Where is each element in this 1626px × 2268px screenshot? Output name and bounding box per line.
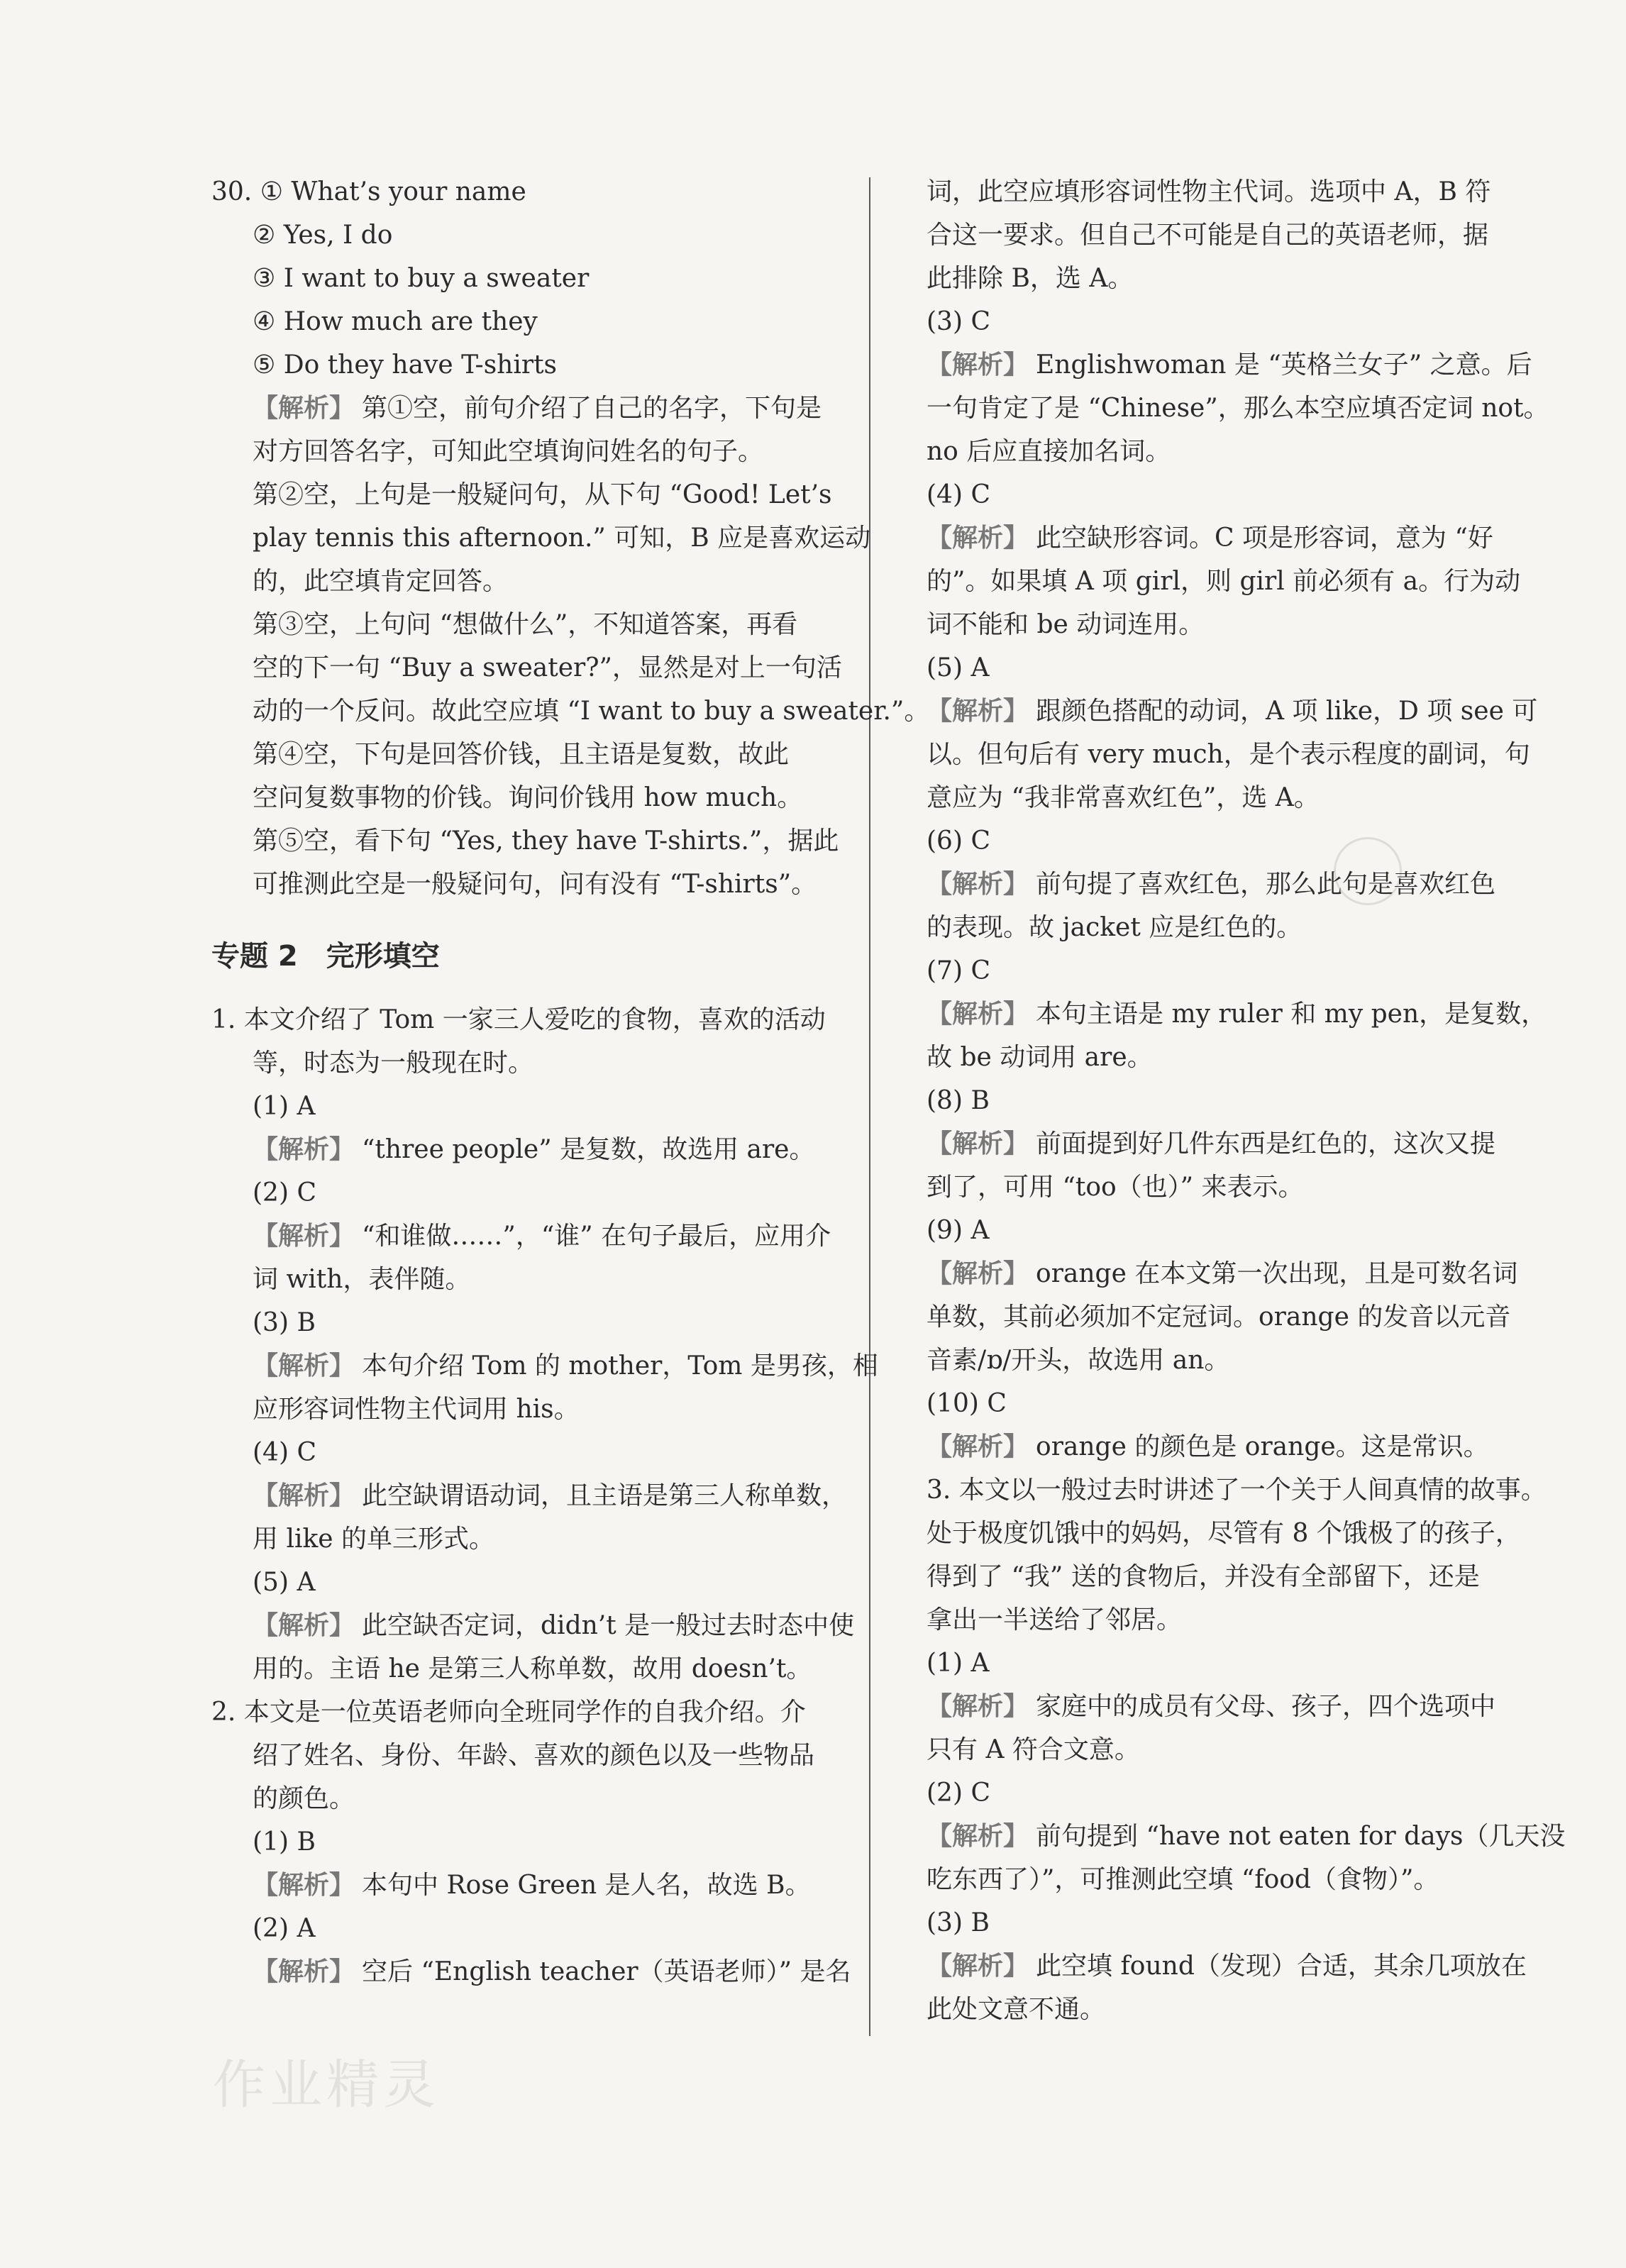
line-text: 单数，其前必须加不定冠词。orange 的发音以元音 <box>927 1302 1511 1332</box>
line-text: 用的。主语 he 是第三人称单数，故用 doesn’t。 <box>253 1654 812 1683</box>
text-line <box>211 1777 836 1820</box>
line-text: 音素/ɒ/开头，故选用 an。 <box>927 1346 1230 1375</box>
text-line <box>211 998 836 1041</box>
analysis-tag: 【解析】 <box>927 870 1029 899</box>
analysis-tag: 【解析】 <box>253 1135 355 1164</box>
line-text: 第②空，上句是一般疑问句，从下句 “Good! Let’s <box>253 480 832 509</box>
line-text: 空后 “English teacher（英语老师）” 是名 <box>362 1957 851 1986</box>
text-line <box>211 1691 836 1734</box>
line-text: 绍了姓名、身份、年龄、喜欢的颜色以及一些物品 <box>253 1741 815 1770</box>
line-text: 第④空，下句是回答价钱，且主语是复数，故此 <box>253 740 790 769</box>
text-line <box>211 690 930 733</box>
line-text: 等，时态为一般现在时。 <box>253 1049 534 1078</box>
line-text: 吃东西了）”，可推测此空填 “food（食物）”。 <box>927 1865 1439 1894</box>
text-line <box>927 257 1537 300</box>
text-line <box>211 646 842 690</box>
text-line <box>211 863 836 906</box>
analysis-tag: 【解析】 <box>927 1129 1029 1158</box>
text-line <box>211 603 836 646</box>
line-text: 的，此空填肯定回答。 <box>253 567 509 596</box>
analysis-tag: 【解析】 <box>253 1611 355 1640</box>
line-text: (3) B <box>253 1308 316 1337</box>
line-text: (9) A <box>927 1216 990 1245</box>
analysis-tag: 【解析】 <box>253 1871 355 1900</box>
line-text: orange 的颜色是 orange。这是常识。 <box>1036 1432 1489 1461</box>
line-text: 用 like 的单三形式。 <box>253 1525 495 1554</box>
line-text: 一句肯定了是 “Chinese”，那么本空应填否定词 not。 <box>927 394 1549 423</box>
analysis-tag: 【解析】 <box>927 1692 1029 1721</box>
line-text: (4) C <box>927 480 990 509</box>
text-line <box>927 1771 1537 1815</box>
analysis-tag: 【解析】 <box>927 1259 1029 1288</box>
line-text: play tennis this afternoon.” 可知，B 应是喜欢运动 <box>253 524 871 553</box>
line-text: 前句提到 “have not eaten for days（几天没 <box>1036 1822 1566 1851</box>
analysis-tag: 【解析】 <box>927 1432 1029 1461</box>
line-text: 得到了 “我” 送的食物后，并没有全部留下，还是 <box>927 1562 1480 1591</box>
text-line <box>927 1512 1537 1555</box>
text-line <box>927 1295 1537 1339</box>
text-line <box>927 1079 1537 1122</box>
right-column <box>927 170 1566 2031</box>
text-line <box>211 733 836 776</box>
text-line <box>927 1425 1537 1468</box>
text-line <box>211 1561 836 1604</box>
text-line <box>927 819 1537 863</box>
line-text: ④ How much are they <box>253 307 538 336</box>
line-text: Englishwoman 是 “英格兰女子” 之意。后 <box>1036 350 1532 380</box>
line-text: (5) A <box>927 653 990 682</box>
line-text: 前面提到好几件东西是红色的，这次又提 <box>1036 1129 1496 1158</box>
line-text: ⑤ Do they have T-shirts <box>253 350 558 380</box>
watermark: 作业精灵 <box>213 2054 440 2115</box>
line-text: 的颜色。 <box>253 1784 355 1813</box>
line-text: 可推测此空是一般疑问句，问有没有 “T-shirts”。 <box>253 870 817 899</box>
line-text: 词不能和 be 动词连用。 <box>927 610 1205 639</box>
line-text: 第①空，前句介绍了自己的名字，下句是 <box>362 394 822 423</box>
text-line <box>927 1685 1537 1728</box>
text-line <box>211 214 836 257</box>
line-text: 此空缺否定词，didn’t 是一般过去时态中使 <box>362 1611 855 1640</box>
line-text: (6) C <box>927 826 990 856</box>
line-text: 家庭中的成员有父母、孩子，四个选项中 <box>1036 1692 1496 1721</box>
line-text: 以。但句后有 very much，是个表示程度的副词，句 <box>927 740 1530 769</box>
analysis-tag: 【解析】 <box>927 1952 1029 1981</box>
text-line <box>211 1734 836 1777</box>
line-text: 词 with，表伴随。 <box>253 1265 471 1294</box>
analysis-tag: 【解析】 <box>253 1957 355 1986</box>
line-text: 的”。如果填 A 项 girl，则 girl 前必须有 a。行为动 <box>927 567 1521 596</box>
analysis-tag: 【解析】 <box>253 1481 355 1510</box>
line-text: 本句主语是 my ruler 和 my pen，是复数， <box>1036 1000 1547 1029</box>
text-line <box>211 1950 851 1993</box>
line-text: (7) C <box>927 956 990 985</box>
line-text: 对方回答名字，可知此空填询问姓名的句子。 <box>253 437 764 466</box>
line-text: (10) C <box>927 1389 1007 1418</box>
line-text: (8) B <box>927 1086 990 1115</box>
text-line <box>927 387 1549 430</box>
text-line <box>927 214 1537 257</box>
text-line <box>927 516 1537 560</box>
line-text: 处于极度饥饿中的妈妈，尽管有 8 个饿极了的孩子， <box>927 1519 1521 1548</box>
line-text: 意应为 “我非常喜欢红色”，选 A。 <box>927 783 1320 812</box>
text-line <box>211 1258 836 1301</box>
line-text: 2. 本文是一位英语老师向全班同学作的自我介绍。介 <box>211 1698 806 1727</box>
line-text: ③ I want to buy a sweater <box>253 264 590 293</box>
line-text: 空问复数事物的价钱。询问价钱用 how much。 <box>253 783 803 812</box>
text-line <box>211 560 836 603</box>
text-line <box>211 1907 836 1950</box>
line-text: 只有 A 符合文意。 <box>927 1735 1140 1764</box>
line-text: 前句提了喜欢红色，那么此句是喜欢红色 <box>1036 870 1496 899</box>
analysis-tag: 【解析】 <box>927 1000 1029 1029</box>
text-line <box>211 1215 836 1258</box>
line-text: 本句介绍 Tom 的 mother，Tom 是男孩，相 <box>362 1351 878 1381</box>
line-text: 此处文意不通。 <box>927 1995 1106 2024</box>
line-text: 此排除 B，选 A。 <box>927 264 1134 293</box>
text-line <box>211 343 836 387</box>
line-text: (1) B <box>253 1827 316 1857</box>
text-line <box>211 1344 878 1388</box>
analysis-tag: 【解析】 <box>927 524 1029 553</box>
line-text: 专题 2 完形填空 <box>211 940 440 973</box>
line-text: 此空填 found（发现）合适，其余几项放在 <box>1036 1952 1527 1981</box>
text-line <box>211 1647 836 1691</box>
text-line <box>927 776 1537 819</box>
line-text: (3) B <box>927 1908 990 1937</box>
analysis-tag: 【解析】 <box>253 394 355 423</box>
text-line <box>211 170 836 214</box>
text-line <box>927 1988 1537 2031</box>
line-text: “和谁做……”，“谁” 在句子最后，应用介 <box>362 1222 831 1251</box>
text-line <box>927 690 1537 733</box>
line-text: 1. 本文介绍了 Tom 一家三人爱吃的食物，喜欢的活动 <box>211 1005 826 1034</box>
line-text: 词，此空应填形容词性物主代词。选项中 A，B 符 <box>927 177 1491 206</box>
line-text: (5) A <box>253 1568 316 1597</box>
text-line <box>927 430 1537 473</box>
line-text: 拿出一半送给了邻居。 <box>927 1605 1183 1634</box>
text-line <box>211 1474 848 1517</box>
text-line <box>927 949 1537 992</box>
line-text: 应形容词性物主代词用 his。 <box>253 1395 580 1424</box>
line-text: (1) A <box>253 1092 316 1121</box>
text-line <box>927 343 1537 387</box>
text-line <box>927 1122 1537 1166</box>
text-line <box>211 1864 836 1907</box>
analysis-tag: 【解析】 <box>927 350 1029 380</box>
line-text: 此空缺谓语动词，且主语是第三人称单数， <box>362 1481 848 1510</box>
text-line <box>927 170 1537 214</box>
line-text: 3. 本文以一般过去时讲述了一个关于人间真情的故事。 <box>927 1476 1547 1505</box>
line-text: 第⑤空，看下句 “Yes, they have T-shirts.”，据此 <box>253 826 839 856</box>
text-line <box>927 473 1537 516</box>
line-text: 此空缺形容词。C 项是形容词，意为 “好 <box>1036 524 1493 553</box>
text-line <box>927 906 1537 949</box>
line-text: “three people” 是复数，故选用 are。 <box>362 1135 815 1164</box>
analysis-tag: 【解析】 <box>253 1222 355 1251</box>
text-line <box>927 300 1537 343</box>
line-text: (4) C <box>253 1438 316 1467</box>
text-line <box>927 1382 1537 1425</box>
analysis-tag: 【解析】 <box>253 1351 355 1381</box>
left-column <box>211 170 930 1993</box>
text-line <box>927 733 1537 776</box>
text-line <box>211 1431 836 1474</box>
text-line <box>927 1642 1537 1685</box>
line-text: 到了，可用 “too（也）” 来表示。 <box>927 1173 1304 1202</box>
line-text: (2) A <box>253 1914 316 1943</box>
line-text: (2) C <box>253 1178 316 1207</box>
section-heading <box>211 931 836 981</box>
text-line <box>927 1858 1537 1901</box>
text-line <box>927 1036 1537 1079</box>
line-text: 空的下一句 “Buy a sweater?”，显然是对上一句活 <box>253 653 842 682</box>
text-line <box>211 430 836 473</box>
text-line <box>211 1301 836 1344</box>
text-line <box>927 1166 1537 1209</box>
line-text: 合这一要求。但自己不可能是自己的英语老师，据 <box>927 221 1489 250</box>
text-line <box>927 560 1537 603</box>
line-text: 第③空，上句问 “想做什么”，不知道答案，再看 <box>253 610 798 639</box>
line-text: (1) A <box>927 1649 990 1678</box>
text-line <box>211 1388 836 1431</box>
text-line <box>927 1945 1537 1988</box>
text-line <box>211 1604 855 1647</box>
line-text: no 后应直接加名词。 <box>927 437 1171 466</box>
text-line <box>927 1339 1537 1382</box>
text-line <box>927 1209 1537 1252</box>
line-text: (3) C <box>927 307 990 336</box>
text-line <box>927 1252 1537 1295</box>
text-line <box>211 776 836 819</box>
text-line <box>927 1555 1537 1598</box>
text-line <box>211 1128 836 1171</box>
text-line <box>927 1815 1566 1858</box>
line-text: 的表现。故 jacket 应是红色的。 <box>927 913 1303 942</box>
text-line <box>211 387 836 430</box>
line-text: 30. ① What’s your name <box>211 177 526 206</box>
text-line <box>211 516 871 560</box>
line-text: orange 在本文第一次出现，且是可数名词 <box>1036 1259 1518 1288</box>
text-line <box>927 1598 1537 1642</box>
line-text: (2) C <box>927 1779 990 1808</box>
text-line <box>211 257 836 300</box>
line-text: 本句中 Rose Green 是人名，故选 B。 <box>362 1871 811 1900</box>
text-line <box>927 863 1537 906</box>
text-line <box>211 300 836 343</box>
text-line <box>211 1517 836 1561</box>
analysis-tag: 【解析】 <box>927 1822 1029 1851</box>
text-line <box>927 1728 1537 1771</box>
text-line <box>211 1041 836 1085</box>
line-text: 跟颜色搭配的动词，A 项 like，D 项 see 可 <box>1036 697 1538 726</box>
line-text: 动的一个反问。故此空应填 “I want to buy a sweater.”。 <box>253 697 930 726</box>
text-line <box>211 1171 836 1215</box>
analysis-tag: 【解析】 <box>927 697 1029 726</box>
text-line <box>927 646 1537 690</box>
text-line <box>211 473 836 516</box>
line-text: ② Yes, I do <box>253 221 393 250</box>
text-line <box>211 1085 836 1128</box>
text-line <box>927 603 1537 646</box>
text-line <box>927 1468 1547 1512</box>
text-line <box>927 992 1547 1036</box>
text-line <box>211 819 839 863</box>
text-line <box>927 1901 1537 1945</box>
column-divider <box>869 177 870 2036</box>
line-text: 故 be 动词用 are。 <box>927 1043 1153 1072</box>
text-line <box>211 1820 836 1864</box>
